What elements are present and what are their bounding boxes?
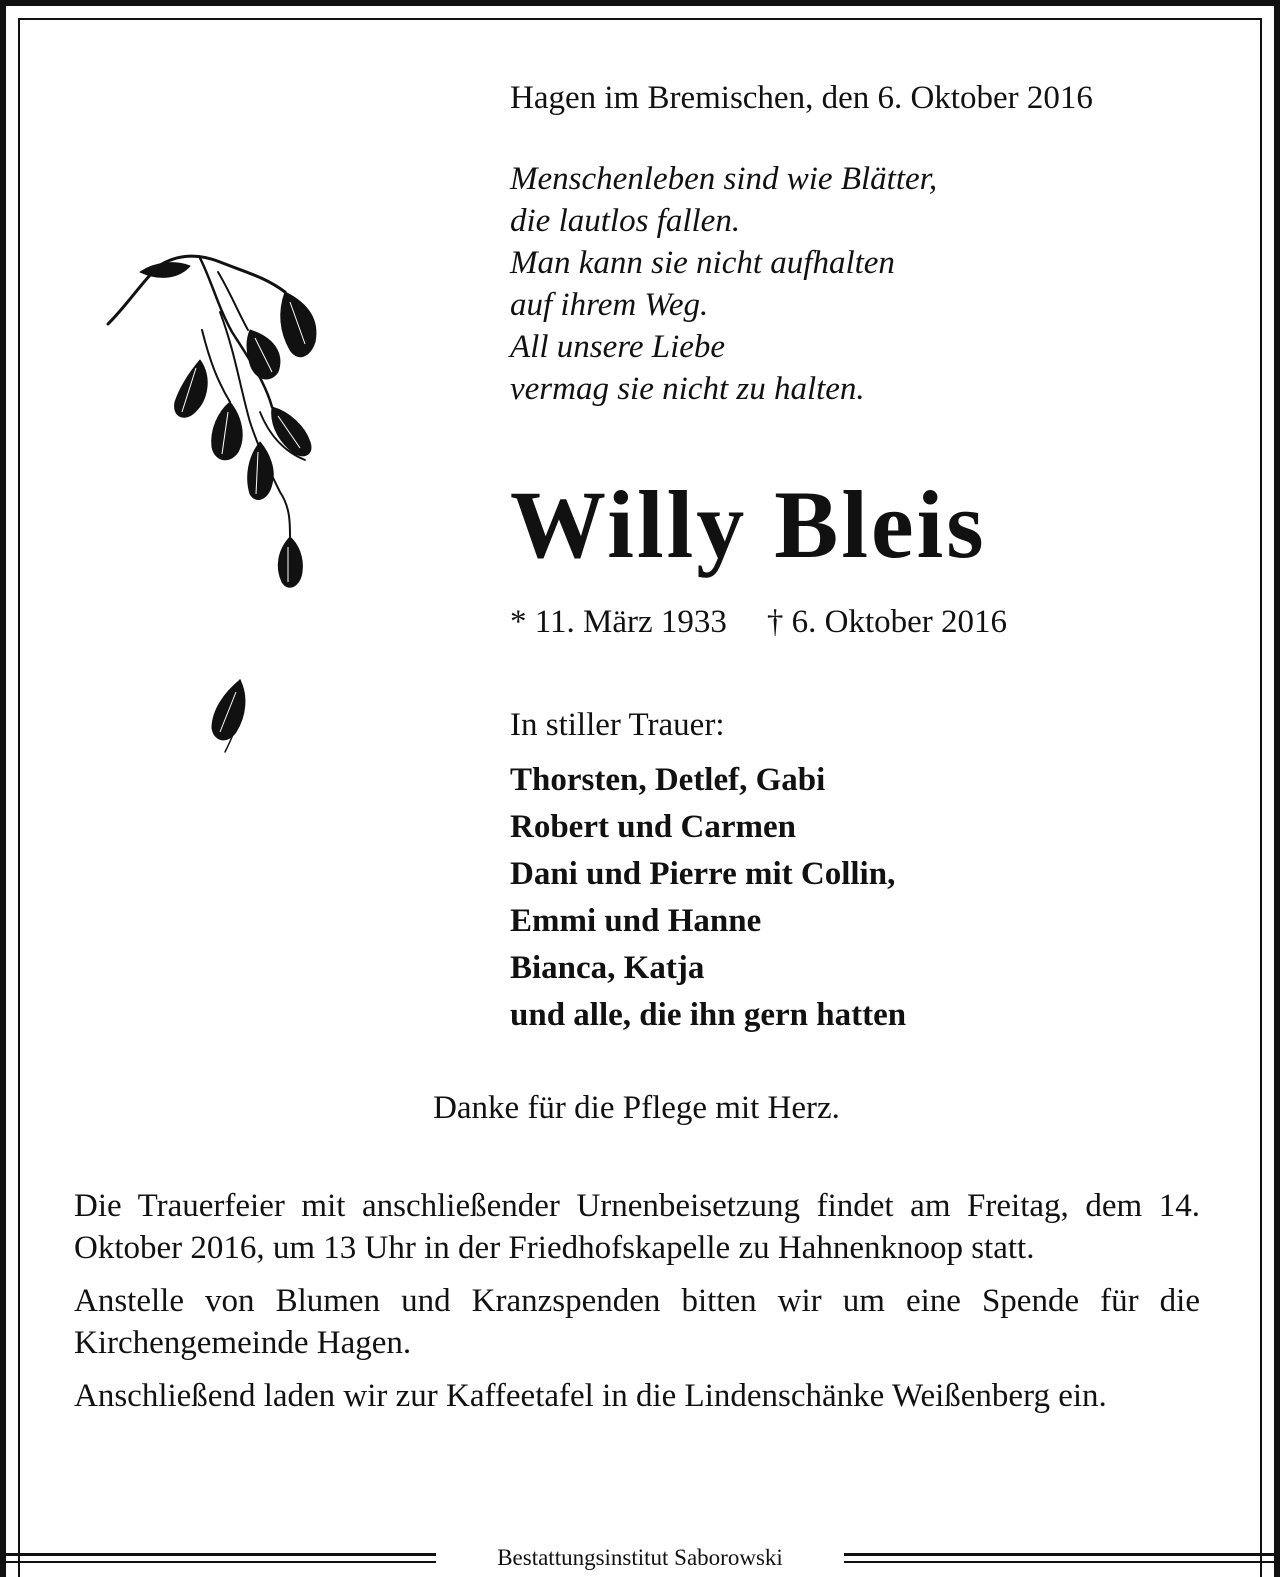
- poem-line: All unsere Liebe: [510, 329, 726, 365]
- mourner-line: und alle, die ihn gern hatten: [510, 997, 907, 1033]
- poem: [510, 158, 1210, 410]
- falling-leaves-branch-icon: [100, 232, 340, 772]
- mourners-list: [510, 757, 1210, 1039]
- birth-date: * 11. März 1933: [510, 604, 727, 640]
- info-paragraph: Die Trauerfeier mit anschließender Urnenbeisetzung findet am Freitag, dem 14. Oktober 2016, um 13 Uhr in der Friedhofskapelle zu Hahnenknoop statt.: [74, 1188, 1200, 1266]
- thanks-line: Danke für die Pflege mit Herz.: [433, 1090, 840, 1126]
- mourner-line: Dani und Pierre mit Collin,: [510, 856, 896, 892]
- info-paragraph: Anstelle von Blumen und Kranzspenden bitten wir um eine Spende für die Kirchengemeinde Hagen.: [74, 1283, 1200, 1361]
- poem-line: Menschenleben sind wie Blätter,: [510, 161, 938, 197]
- mourner-line: Thorsten, Detlef, Gabi: [510, 762, 826, 798]
- mourning-label: In stiller Trauer:: [510, 707, 725, 743]
- place-date: Hagen im Bremischen, den 6. Oktober 2016: [510, 80, 1093, 116]
- life-dates: [510, 602, 1210, 642]
- poem-line: vermag sie nicht zu halten.: [510, 371, 865, 407]
- mourner-line: Emmi und Hanne: [510, 903, 762, 939]
- deceased-name: Willy Bleis: [510, 471, 987, 578]
- funeral-home-label: Bestattungsinstitut Saborowski: [436, 1538, 844, 1577]
- ceremony-info: [74, 1185, 1200, 1428]
- poem-line: die lautlos fallen.: [510, 203, 741, 239]
- mourner-line: Bianca, Katja: [510, 950, 705, 986]
- info-paragraph: Anschließend laden wir zur Kaffeetafel in die Lindenschänke Weißenberg ein.: [74, 1378, 1107, 1414]
- mourner-line: Robert und Carmen: [510, 809, 796, 845]
- poem-line: Man kann sie nicht aufhalten: [510, 245, 895, 281]
- poem-line: auf ihrem Weg.: [510, 287, 709, 323]
- death-date: † 6. Oktober 2016: [766, 604, 1008, 640]
